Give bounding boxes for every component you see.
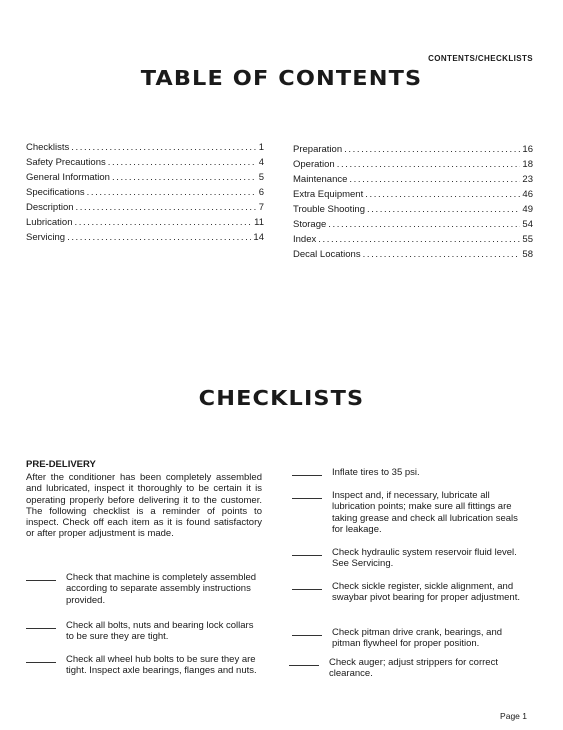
leader-dots bbox=[87, 185, 257, 200]
leader-dots bbox=[344, 142, 520, 157]
toc-title: TABLE OF CONTENTS bbox=[140, 66, 423, 90]
toc-entry[interactable] bbox=[293, 142, 533, 157]
leader-dots bbox=[76, 200, 257, 215]
leader-dots bbox=[337, 157, 521, 172]
checklist-item-text: Check sickle register, sickle alignment, and swaybar pivot bearing for proper adjustment. bbox=[332, 581, 520, 604]
toc-entry-page: 55 bbox=[522, 234, 533, 245]
toc-entry-label: Lubrication bbox=[26, 217, 73, 228]
leader-dots bbox=[318, 232, 520, 247]
toc-entry-label: Specifications bbox=[26, 187, 85, 198]
checklist-item bbox=[292, 627, 528, 653]
page-number: Page 1 bbox=[500, 711, 527, 721]
checklist-item-text: Check all bolts, nuts and bearing lock collars to be sure they are tight. bbox=[66, 620, 254, 643]
toc-left-column bbox=[26, 140, 264, 245]
toc-entry-label: Trouble Shooting bbox=[293, 204, 366, 215]
checkoff-line[interactable] bbox=[292, 475, 322, 476]
leader-dots bbox=[328, 217, 520, 232]
toc-entry[interactable] bbox=[293, 217, 533, 232]
toc-entry[interactable] bbox=[293, 202, 533, 217]
toc-entry-label: Index bbox=[293, 234, 317, 245]
toc-entry[interactable] bbox=[293, 157, 533, 172]
checkoff-line[interactable] bbox=[289, 665, 319, 666]
toc-entry[interactable] bbox=[293, 187, 533, 202]
toc-entry[interactable] bbox=[26, 230, 264, 245]
checkoff-line[interactable] bbox=[292, 635, 322, 636]
toc-entry-page: 1 bbox=[258, 142, 264, 153]
leader-dots bbox=[112, 170, 257, 185]
toc-entry[interactable] bbox=[26, 215, 264, 230]
toc-entry-page: 46 bbox=[522, 189, 533, 200]
pre-delivery-intro: After the conditioner has been completely assembled and lubricated, inspect it thoroughly to be certain it is operating properly before delivering it to the customer. The following checklist is a reminder of points to inspect. Check off each item as it is found satisfactory or after proper adjustment is made. bbox=[26, 472, 262, 540]
toc-entry-page: 58 bbox=[522, 249, 533, 260]
checklist-item bbox=[292, 581, 528, 617]
checklist-item-text: Inflate tires to 35 psi. bbox=[332, 467, 420, 478]
checklist-item-text: Check auger; adjust strippers for correct clearance. bbox=[329, 657, 498, 680]
toc-entry-page: 6 bbox=[258, 187, 264, 198]
toc-entry-label: Extra Equipment bbox=[293, 189, 364, 200]
section-label: CONTENTS/CHECKLISTS bbox=[428, 54, 533, 63]
checklist-item-text: Check hydraulic system reservoir fluid level. See Servicing. bbox=[332, 547, 517, 570]
checkoff-line[interactable] bbox=[292, 589, 322, 590]
leader-dots bbox=[71, 140, 256, 155]
checkoff-line[interactable] bbox=[26, 628, 56, 629]
checklist-item bbox=[289, 657, 528, 683]
toc-entry[interactable] bbox=[26, 185, 264, 200]
toc-entry[interactable] bbox=[26, 140, 264, 155]
toc-entry-page: 16 bbox=[522, 144, 533, 155]
toc-entry-label: Servicing bbox=[26, 232, 66, 243]
toc-entry[interactable] bbox=[293, 232, 533, 247]
checkoff-line[interactable] bbox=[26, 580, 56, 581]
toc-entry-page: 7 bbox=[258, 202, 264, 213]
toc-entry-label: Decal Locations bbox=[293, 249, 361, 260]
toc-entry-label: Operation bbox=[293, 159, 335, 170]
checklist-item-text: Check all wheel hub bolts to be sure they are tight. Inspect axle bearings, flanges and nuts. bbox=[66, 654, 257, 677]
checkoff-line[interactable] bbox=[26, 662, 56, 663]
toc-entry-page: 18 bbox=[522, 159, 533, 170]
checkoff-line[interactable] bbox=[292, 555, 322, 556]
toc-entry[interactable] bbox=[293, 247, 533, 262]
pre-delivery-heading: PRE-DELIVERY bbox=[26, 459, 96, 470]
leader-dots bbox=[367, 202, 520, 217]
leader-dots bbox=[67, 230, 251, 245]
toc-entry-page: 23 bbox=[522, 174, 533, 185]
toc-entry-label: Checklists bbox=[26, 142, 70, 153]
checklist-item bbox=[26, 620, 262, 646]
toc-entry-label: Preparation bbox=[293, 144, 343, 155]
leader-dots bbox=[349, 172, 520, 187]
checklist-item-text: Check that machine is completely assembled according to separate assembly instructions provided. bbox=[66, 572, 257, 606]
toc-right-column bbox=[293, 142, 533, 262]
leader-dots bbox=[74, 215, 252, 230]
toc-entry-page: 49 bbox=[522, 204, 533, 215]
checklist-item bbox=[26, 572, 262, 612]
checklist-item-text: Inspect and, if necessary, lubricate all lubrication points; make sure all fittings are taking grease and check all lubrication seals for leakage. bbox=[332, 490, 518, 535]
toc-entry-page: 4 bbox=[258, 157, 264, 168]
checklist-item bbox=[26, 654, 262, 690]
toc-entry[interactable] bbox=[26, 170, 264, 185]
checklist-item bbox=[292, 547, 528, 573]
toc-entry-label: Description bbox=[26, 202, 74, 213]
checklist-item-text: Check pitman drive crank, bearings, and pitman flywheel for proper position. bbox=[332, 627, 503, 650]
toc-entry-page: 5 bbox=[258, 172, 264, 183]
leader-dots bbox=[108, 155, 257, 170]
toc-entry-label: Maintenance bbox=[293, 174, 348, 185]
toc-entry-label: General Information bbox=[26, 172, 110, 183]
leader-dots bbox=[365, 187, 520, 202]
toc-entry-label: Storage bbox=[293, 219, 327, 230]
toc-entry-page: 11 bbox=[254, 217, 264, 228]
checkoff-line[interactable] bbox=[292, 498, 322, 499]
toc-entry-page: 14 bbox=[253, 232, 264, 243]
toc-entry-label: Safety Precautions bbox=[26, 157, 106, 168]
toc-entry[interactable] bbox=[26, 155, 264, 170]
toc-entry-page: 54 bbox=[522, 219, 533, 230]
checklists-title: CHECKLISTS bbox=[198, 386, 365, 410]
leader-dots bbox=[363, 247, 521, 262]
checklist-item bbox=[292, 467, 528, 481]
toc-entry[interactable] bbox=[26, 200, 264, 215]
toc-entry[interactable] bbox=[293, 172, 533, 187]
checklist-item bbox=[292, 490, 528, 538]
